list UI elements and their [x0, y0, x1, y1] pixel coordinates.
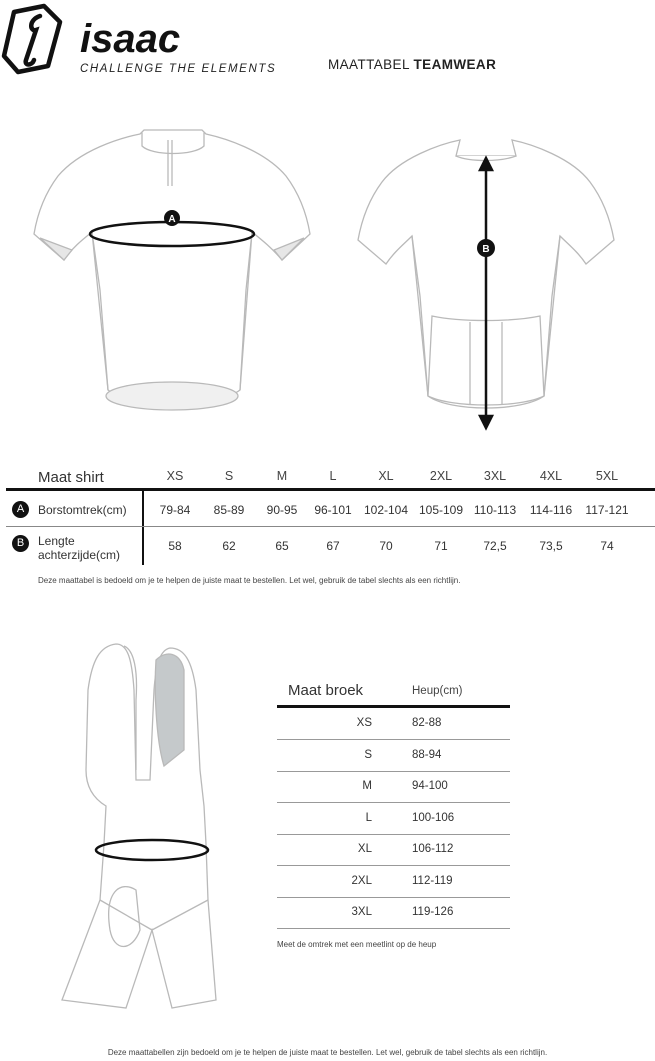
- pants-hip-value: 88-94: [412, 748, 442, 761]
- logo-wordmark: isaac: [80, 17, 181, 61]
- jersey-front: [34, 130, 310, 410]
- shirt-table-cell: 90-95: [266, 503, 298, 517]
- svg-text:A: A: [168, 214, 176, 225]
- shirt-size-header: XS: [166, 469, 184, 483]
- shirt-size-header: 4XL: [539, 469, 563, 483]
- shirt-table-cell: 71: [434, 539, 448, 553]
- pants-table-column-label: Heup(cm): [412, 685, 463, 697]
- shirt-table-row-divider: [6, 526, 655, 527]
- pants-table-row: [277, 771, 510, 803]
- row-b-label-line2: achterzijde(cm): [38, 548, 121, 562]
- shirt-table-cell: 117-121: [585, 503, 629, 517]
- shirt-size-header: XL: [378, 469, 394, 483]
- shirt-table-cell: 110-113: [473, 503, 517, 517]
- pants-size: S: [364, 748, 372, 761]
- svg-text:B: B: [482, 244, 490, 255]
- shirt-size-header: M: [276, 469, 288, 483]
- pants-hip-value: 112-119: [412, 874, 453, 887]
- shirt-table-cell: 85-89: [213, 503, 245, 517]
- shirt-table-cell: 67: [326, 539, 340, 553]
- pants-table-row: [277, 803, 510, 835]
- pants-hip-value: 82-88: [412, 717, 442, 729]
- pants-size: XL: [357, 843, 372, 855]
- shirt-table-note: Deze maattabel is bedoeld om je te helpen de juiste maat te bestellen. Let wel, gebruik de tabel slechts als een richtlijn.: [38, 576, 461, 585]
- row-b-label-line1: Lengte: [38, 534, 75, 548]
- pants-size: L: [365, 811, 372, 824]
- pants-size: XS: [356, 717, 372, 729]
- pants-table-header-label: Maat broek: [288, 682, 364, 699]
- bib-shorts-illustration: [40, 630, 270, 1030]
- row-b-marker: B: [12, 535, 29, 552]
- marker-b: [477, 239, 495, 257]
- document-title-bold: TEAMWEAR: [413, 57, 497, 72]
- pants-hip-value: 94-100: [412, 780, 448, 792]
- pants-hip-value: 119-126: [412, 906, 454, 918]
- pants-table-row: [277, 866, 510, 898]
- pants-table-row: [277, 897, 510, 929]
- row-a-marker: A: [12, 501, 29, 518]
- shirt-table-cell: 73,5: [539, 539, 563, 553]
- row-a-label: Borstomtrek(cm): [38, 503, 127, 517]
- pants-table-row: [277, 740, 510, 772]
- pants-hip-value: 100-106: [412, 811, 455, 824]
- pants-table-row: [277, 834, 510, 866]
- shirt-size-header: S: [224, 469, 234, 483]
- shirt-table-cell: 96-101: [314, 503, 352, 517]
- shirt-table-cell: 74: [600, 539, 614, 553]
- shirt-table-header-rule: [6, 488, 655, 491]
- shirt-size-header: L: [329, 469, 337, 483]
- shirt-table-cell: 72,5: [483, 539, 507, 553]
- shirt-table-cell: 114-116: [529, 503, 573, 517]
- shirt-table-cell: 65: [275, 539, 289, 553]
- shirt-size-header: 5XL: [595, 469, 619, 483]
- marker-a: [164, 210, 180, 226]
- shirt-table-cell: 102-104: [363, 503, 409, 517]
- shirt-table-cell: 70: [379, 539, 393, 553]
- shirt-table-header-label: Maat shirt: [38, 469, 104, 486]
- document-title-prefix: MAATTABEL: [328, 57, 410, 72]
- pants-size: 3XL: [351, 906, 372, 918]
- shirt-table-cell: 62: [222, 539, 236, 553]
- shirt-table-cell: 105-109: [418, 503, 464, 517]
- brand-tagline: CHALLENGE THE ELEMENTS: [80, 63, 277, 75]
- shirt-size-header: 2XL: [429, 469, 453, 483]
- row-b-label: [38, 534, 120, 562]
- footer-note: Deze maattabellen zijn bedoeld om je te helpen de juiste maat te bestellen. Let wel, gebruik de tabel slechts als een richtlijn.: [107, 1048, 548, 1057]
- shirt-size-header: 3XL: [483, 469, 507, 483]
- pants-table-row: [277, 708, 510, 740]
- jersey-illustration: [0, 100, 655, 440]
- document-title: [328, 57, 496, 72]
- shirt-table-cell: 58: [168, 539, 182, 553]
- shirt-table-cell: 79-84: [159, 503, 191, 517]
- shirt-table-column-divider: [142, 491, 144, 565]
- pants-hip-value: 106-112: [412, 843, 454, 855]
- pants-table-note: Meet de omtrek met een meetlint op de heup: [277, 940, 437, 949]
- pants-size: 2XL: [351, 874, 372, 887]
- pants-size: M: [362, 780, 372, 792]
